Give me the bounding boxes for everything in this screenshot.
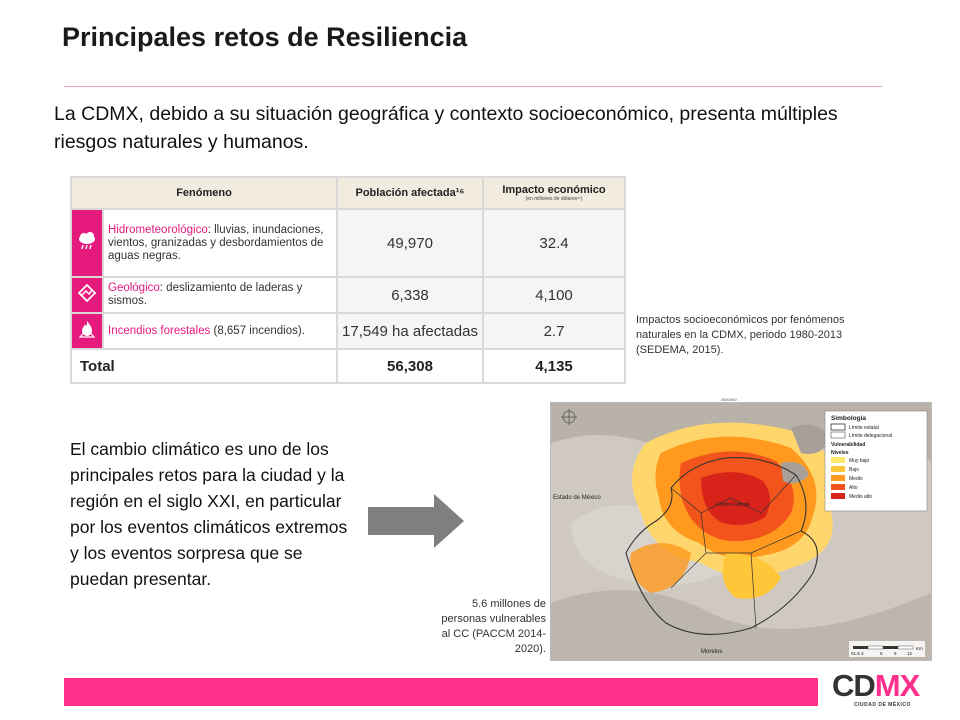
scale-tick: 6 [880,651,883,656]
map-caption: 5.6 millones de personas vulnerables al CC (PACCM 2014-2020). [441,598,546,655]
row-keyword: Incendios forestales [108,324,211,337]
right-arrow-icon [368,494,464,548]
table-row [71,313,625,349]
map-scale-bar [849,641,925,657]
map-legend [825,411,927,511]
legend-level: Medio alto [849,494,873,500]
logo-suffix: MX [874,668,920,703]
row-detail: (8,657 incendios). [210,324,305,337]
map-label-morelos: Morelos [701,649,723,655]
rain-cloud-icon [71,209,103,277]
logo-wordmark [832,670,919,702]
cdmx-logo [832,670,919,708]
legend-item: Límite delegacional [849,433,893,439]
legend-level: Medio [849,476,863,482]
row-detail: : lluvias, inundaciones, vientos, granizadas y desbordamientos de aguas negras. [108,223,324,262]
climate-paragraph: El cambio climático es uno de los principales retos para la ciudad y la región en el siglo XXI, en particular por los eventos climáticos extremos y los eventos sorpresa que se puedan presentar. [70,439,348,589]
legend-swatch [831,466,845,472]
legend-item: Límite estatal [849,425,879,431]
vulnerability-map [550,397,932,661]
table-row [71,277,625,313]
table-caption: Impactos socioeconómicos por fenómenos naturales en la CDMX, periodo 1980-2013 (SEDEMA, 2015). [636,314,845,356]
logo-prefix: CD [832,668,875,703]
legend-level: Muy bajo [849,458,870,464]
row-impacto: 32.4 [483,209,625,277]
map-label-centro: Centro Federal [716,502,750,508]
phenomena-table [70,176,626,375]
map-top-label: 2800000 [721,397,737,402]
map-canvas [551,397,931,660]
row-impacto: 4,100 [483,277,625,313]
table-row [71,209,625,277]
row-keyword: Hidrometeorológico [108,223,208,236]
logo-subtitle: CIUDAD DE MÉXICO [854,702,911,708]
row-detail: : deslizamiento de laderas y sismos. [108,282,303,307]
row-keyword: Geológico [108,282,160,294]
footer-bar [64,678,818,706]
header-impacto-label: Impacto económico [502,184,606,196]
legend-level: Alto [849,485,858,491]
table-total-row [71,349,625,383]
scale-unit: Km [916,646,923,651]
legend-vulnerability: Vulnerabilidad [831,442,866,448]
fire-icon [71,313,103,349]
legend-swatch [831,493,845,499]
total-poblacion: 56,308 [337,349,483,383]
landslide-icon [71,277,103,313]
row-impacto: 2.7 [483,313,625,349]
row-description [103,277,337,313]
legend-title: Simbología [831,415,867,422]
row-poblacion: 6,338 [337,277,483,313]
header-poblacion: Población afectada¹⁶ [337,177,483,209]
legend-swatch [831,475,845,481]
row-poblacion: 49,970 [337,209,483,277]
table-header-row [71,177,625,209]
scale-tick: 12 [907,651,913,656]
header-impacto [483,177,625,209]
legend-levels: Niveles [831,450,849,456]
legend-swatch [831,484,845,490]
title-divider [64,86,882,87]
total-label: Total [71,349,337,383]
slide-title: Principales retos de Resiliencia [62,22,468,52]
row-description [103,209,337,277]
map-label-edomex: Estado de México [553,495,601,501]
scale-tick: 01.5 3 [851,651,864,656]
header-fenomeno: Fenómeno [71,177,337,209]
scale-tick: 9 [894,651,897,656]
total-impacto: 4,135 [483,349,625,383]
legend-swatch [831,457,845,463]
header-impacto-sub: (en millones de dólares¹⁷) [525,196,583,202]
row-description [103,313,337,349]
row-poblacion: 17,549 ha afectadas [337,313,483,349]
intro-text: La CDMX, debido a su situación geográfica y contexto socioeconómico, presenta múltiples riesgos naturales y humanos. [54,103,838,153]
legend-level: Bajo [849,467,860,473]
